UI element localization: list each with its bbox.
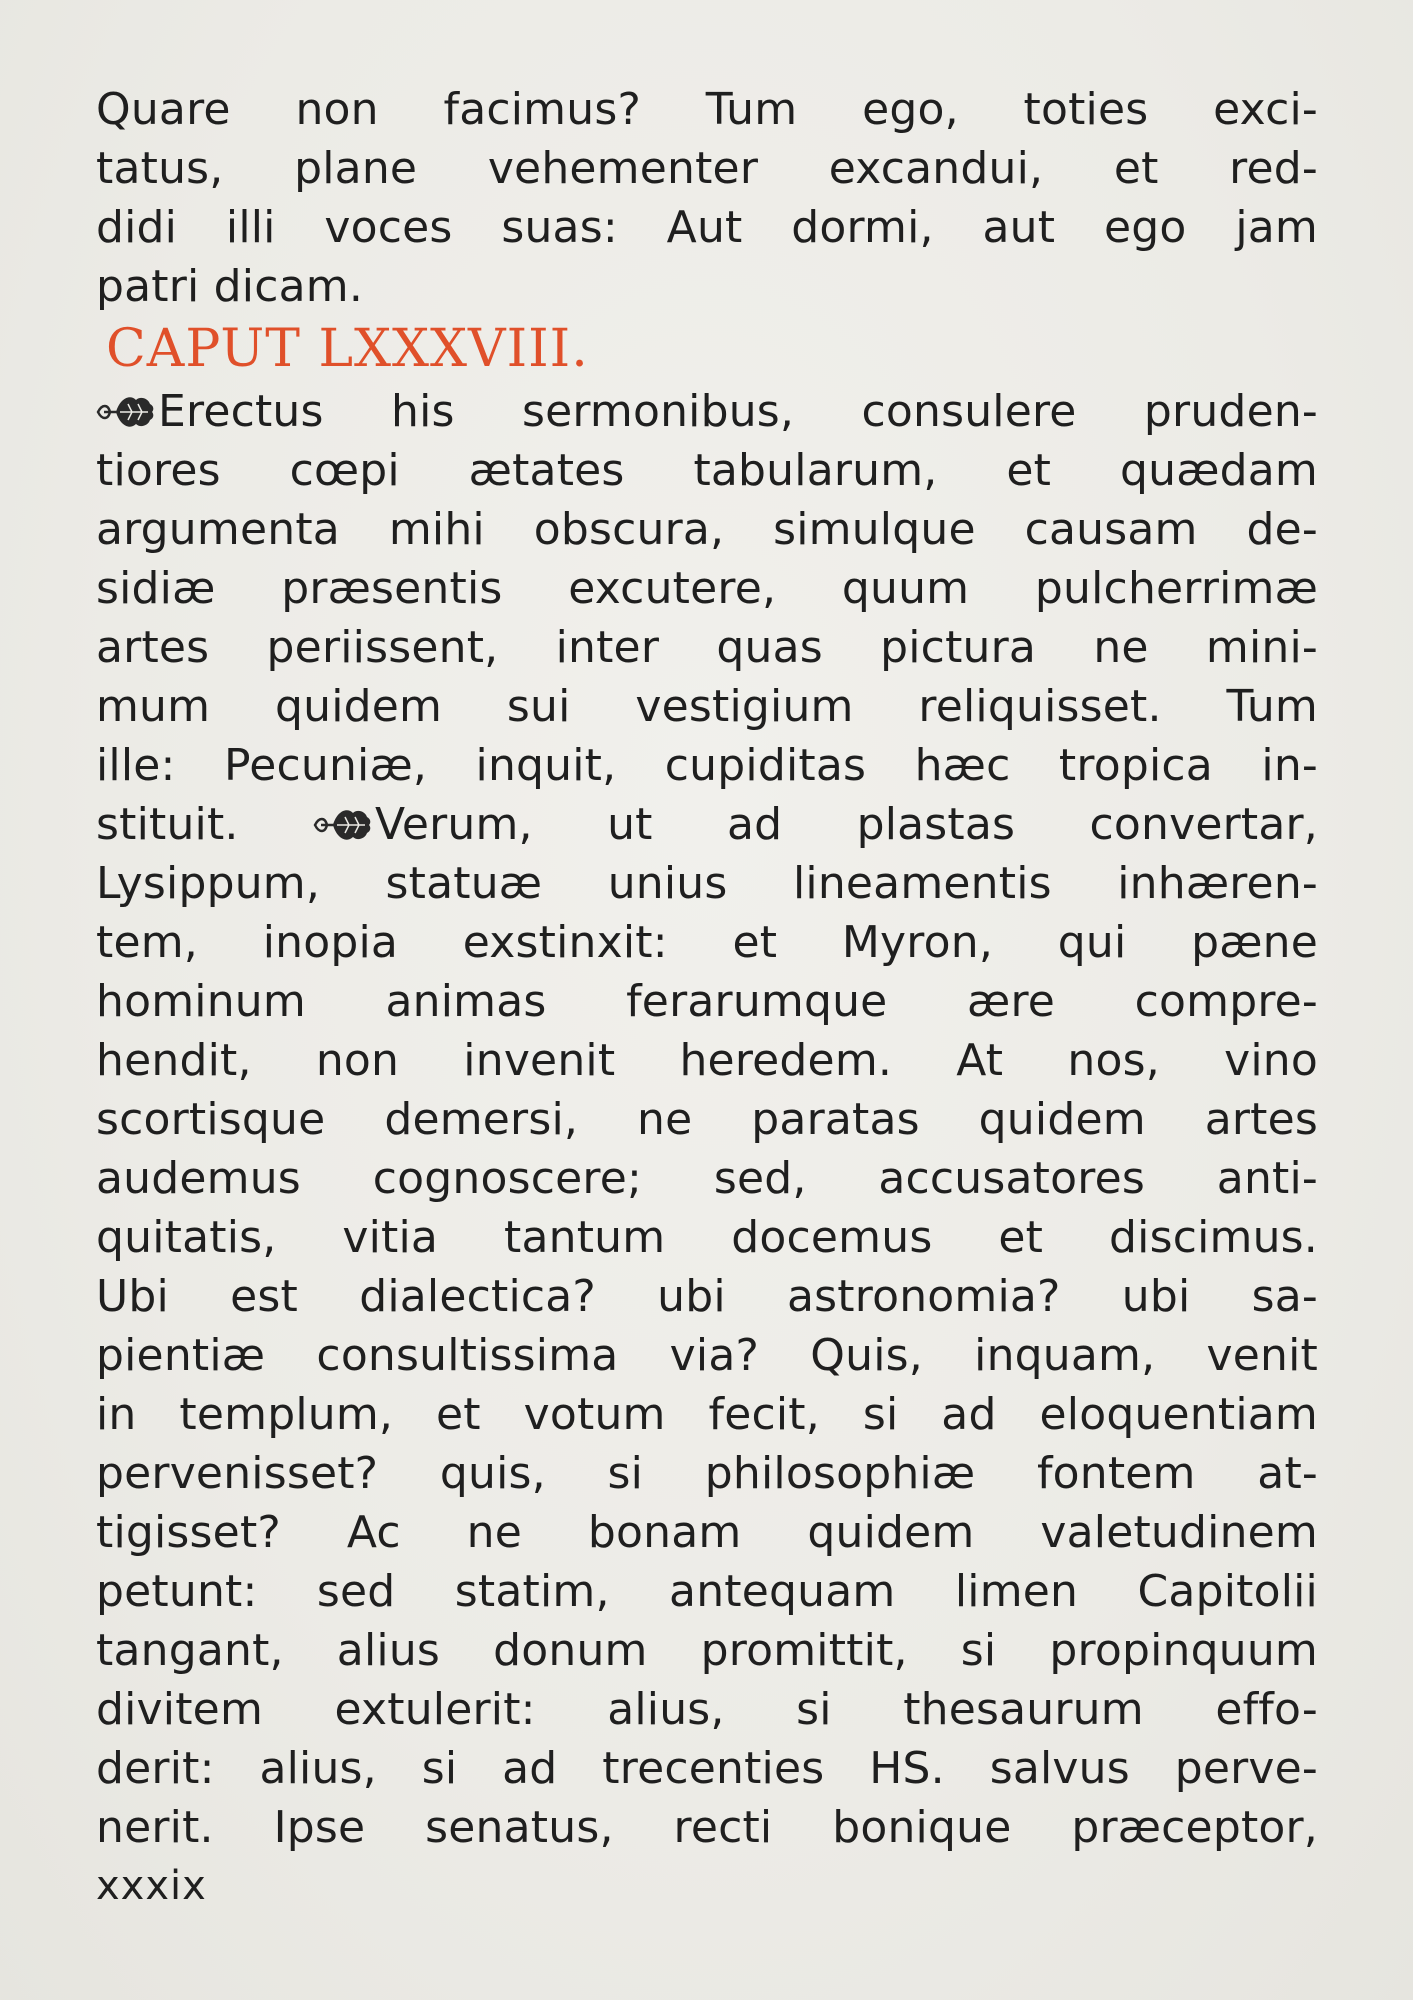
text-line: tigisset? Ac ne bonam quidem valetudinem <box>96 1507 1318 1558</box>
text-line: tatus, plane vehementer excandui, et red- <box>96 143 1318 194</box>
page-number: xxxix <box>96 1863 207 1909</box>
text-line: quitatis, vitia tantum docemus et discimus. <box>96 1212 1318 1263</box>
text-line: mum quidem sui vestigium reliquisset. Tum <box>96 681 1318 732</box>
text-line: Ubi est dialectica? ubi astronomia? ubi sa- <box>96 1271 1318 1322</box>
text-line: in templum, et votum fecit, si ad eloquentiam <box>96 1389 1318 1440</box>
text-line: hominum animas ferarumque ære compre- <box>96 976 1318 1027</box>
text-line: petunt: sed statim, antequam limen Capitolii <box>96 1566 1318 1617</box>
text-line: scortisque demersi, ne paratas quidem artes <box>96 1094 1318 1145</box>
chapter-first-line-text: Erectus his sermonibus, consulere pruden- <box>158 386 1318 437</box>
text-line: pientiæ consultissima via? Quis, inquam, venit <box>96 1330 1318 1381</box>
text-line: nerit. Ipse senatus, recti bonique præceptor, <box>96 1802 1318 1853</box>
text-line: sidiæ præsentis excutere, quum pulcherrimæ <box>96 563 1318 614</box>
text-line: ille: Pecuniæ, inquit, cupiditas hæc tropica in- <box>96 740 1318 791</box>
text-line: derit: alius, si ad trecenties HS. salvus perve- <box>96 1743 1318 1794</box>
text-line: Quare non facimus? Tum ego, toties exci- <box>96 84 1318 135</box>
text-line: hendit, non invenit heredem. At nos, vino <box>96 1035 1318 1086</box>
mid-line-start: stituit. <box>96 799 239 850</box>
text-line: didi illi voces suas: Aut dormi, aut ego jam <box>96 202 1318 253</box>
text-line: pervenisset? quis, si philosophiæ fontem at- <box>96 1448 1318 1499</box>
text-line: tem, inopia exstinxit: et Myron, qui pæne <box>96 917 1318 968</box>
text-line: tangant, alius donum promittit, si propinquum <box>96 1625 1318 1676</box>
text-line: patri dicam. <box>96 261 364 312</box>
text-line: tiores cœpi ætates tabularum, et quædam <box>96 445 1318 496</box>
chapter-heading: CAPUT LXXXVIII. <box>106 319 589 379</box>
text-line: artes periissent, inter quas pictura ne mini- <box>96 622 1318 673</box>
text-line: audemus cognoscere; sed, accusatores anti- <box>96 1153 1318 1204</box>
fleuron-icon <box>96 392 156 432</box>
fleuron-icon <box>313 805 373 845</box>
text-line: Lysippum, statuæ unius lineamentis inhæren- <box>96 858 1318 909</box>
text-line: argumenta mihi obscura, simulque causam de- <box>96 504 1318 555</box>
text-line <box>96 382 1318 441</box>
text-block <box>96 80 1318 1916</box>
text-line <box>96 795 1318 854</box>
text-line: divitem extulerit: alius, si thesaurum effo- <box>96 1684 1318 1735</box>
mid-line-end: Verum, ut ad plastas convertar, <box>374 799 1318 850</box>
